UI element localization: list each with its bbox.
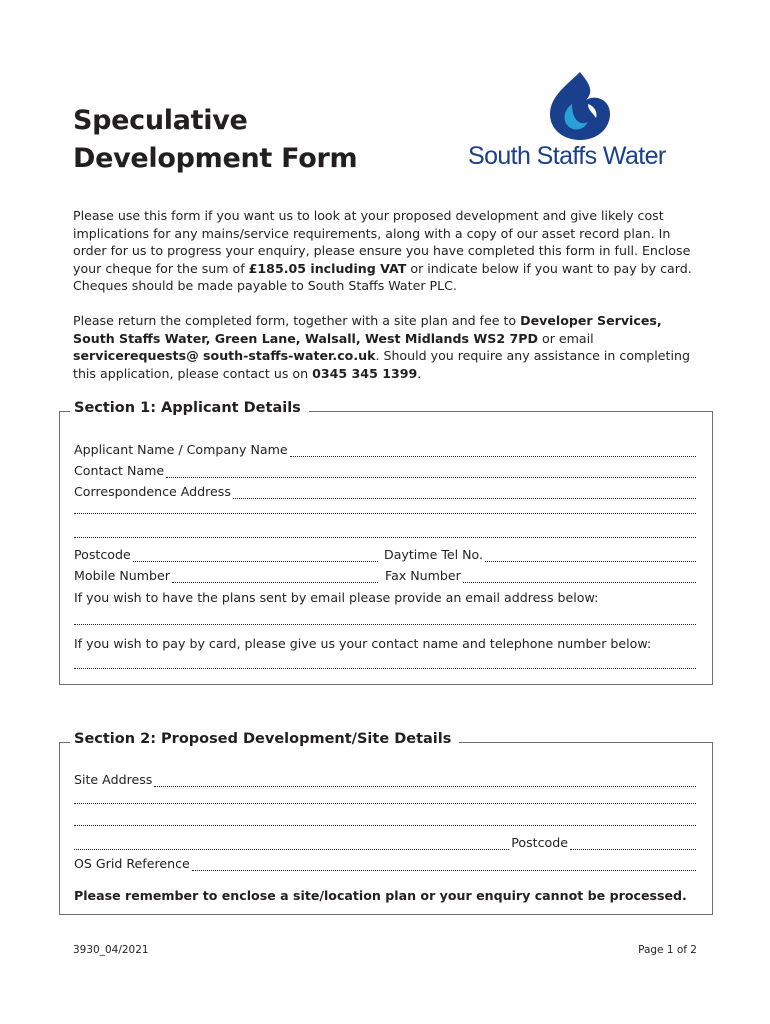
title-line-2: Development Form: [73, 143, 358, 174]
section-1-title: Section 1: Applicant Details: [70, 400, 309, 416]
applicant-name-label: Applicant Name / Company Name: [74, 442, 288, 457]
email-prompt: If you wish to have the plans sent by email please provide an email address below:: [74, 590, 599, 605]
site-address-line[interactable]: [154, 774, 696, 787]
fax-number-label: Fax Number: [385, 568, 461, 583]
site-address-line-3[interactable]: [74, 825, 696, 826]
os-grid-reference-line[interactable]: [192, 858, 696, 871]
section-2-title: Section 2: Proposed Development/Site Details: [70, 731, 459, 747]
correspondence-address-label: Correspondence Address: [74, 484, 231, 499]
daytime-tel-label: Daytime Tel No.: [384, 547, 484, 562]
daytime-tel-field[interactable]: [384, 544, 696, 562]
os-grid-reference-field[interactable]: [74, 853, 696, 871]
site-address-line-4-dots[interactable]: [74, 837, 509, 850]
daytime-tel-line[interactable]: [485, 549, 696, 562]
os-grid-reference-label: OS Grid Reference: [74, 856, 190, 871]
contact-name-label: Contact Name: [74, 463, 165, 478]
email-line[interactable]: [74, 624, 696, 625]
site-postcode-label: Postcode: [511, 835, 568, 850]
site-address-line-4[interactable]: [74, 832, 696, 850]
page-number: Page 1 of 2: [638, 944, 697, 956]
contact-phone: 0345 345 1399: [312, 365, 418, 381]
title-line-1: Speculative: [73, 105, 248, 136]
postcode-label: Postcode: [74, 547, 131, 562]
applicant-details-section: [59, 400, 713, 685]
address-line-2[interactable]: [74, 513, 696, 514]
postcode-line[interactable]: [133, 549, 378, 562]
logo-wordmark: South Staffs Water: [468, 142, 666, 170]
applicant-name-line[interactable]: [290, 444, 696, 457]
mobile-number-field[interactable]: [74, 565, 378, 583]
address-line-3[interactable]: [74, 537, 696, 538]
intro-text: or indicate below if you want to pay by card. Cheques should be made payable to South Staffs Water PLC.: [73, 260, 692, 294]
intro-paragraph-1: [73, 207, 703, 295]
fax-number-line[interactable]: [463, 570, 696, 583]
contact-name-line[interactable]: [166, 465, 696, 478]
intro-paragraph-2: [73, 312, 703, 382]
site-postcode-line[interactable]: [570, 837, 696, 850]
page-title: [73, 102, 357, 178]
form-code: 3930_04/2021: [73, 944, 149, 956]
site-address-label: Site Address: [74, 772, 153, 787]
company-logo: [468, 70, 698, 180]
site-details-section: [59, 731, 713, 915]
correspondence-address-line[interactable]: [233, 486, 696, 499]
correspondence-address-field[interactable]: [74, 481, 696, 499]
fee-amount: £185.05 including VAT: [248, 260, 407, 276]
mobile-number-line[interactable]: [172, 570, 378, 583]
return-address: Developer Services, South Staffs Water, Green Lane, Walsall, West Midlands WS2 7PD: [73, 313, 662, 346]
fax-number-field[interactable]: [385, 565, 696, 583]
postcode-field[interactable]: [74, 544, 378, 562]
contact-name-field[interactable]: [74, 460, 696, 478]
applicant-name-field[interactable]: [74, 439, 696, 457]
site-address-line-2[interactable]: [74, 803, 696, 804]
site-plan-notice: Please remember to enclose a site/location plan or your enquiry cannot be processed.: [74, 888, 687, 903]
intro-text: Please return the completed form, together with a site plan and fee to: [73, 313, 521, 328]
contact-email: servicerequests@ south-staffs-water.co.uk: [73, 348, 376, 364]
mobile-number-label: Mobile Number: [74, 568, 170, 583]
water-drop-logo-icon: [468, 70, 698, 145]
card-payment-prompt: If you wish to pay by card, please give us your contact name and telephone number below:: [74, 636, 652, 651]
intro-text: .: [417, 365, 422, 381]
card-payment-line[interactable]: [74, 668, 696, 669]
intro-text: Please use this form if you want us to look at your proposed development and give likely cost implications for any mains/service requirements, along with a copy of our asset record plan. In order for us to progress your enquiry, please ensure you have completed this form in full. Enclose your cheque for the sum of: [73, 208, 691, 276]
intro-text: or email: [537, 330, 594, 346]
intro-text: . Should you require any assistance in completing this application, please contact us on: [73, 348, 690, 381]
site-address-field[interactable]: [74, 769, 696, 787]
